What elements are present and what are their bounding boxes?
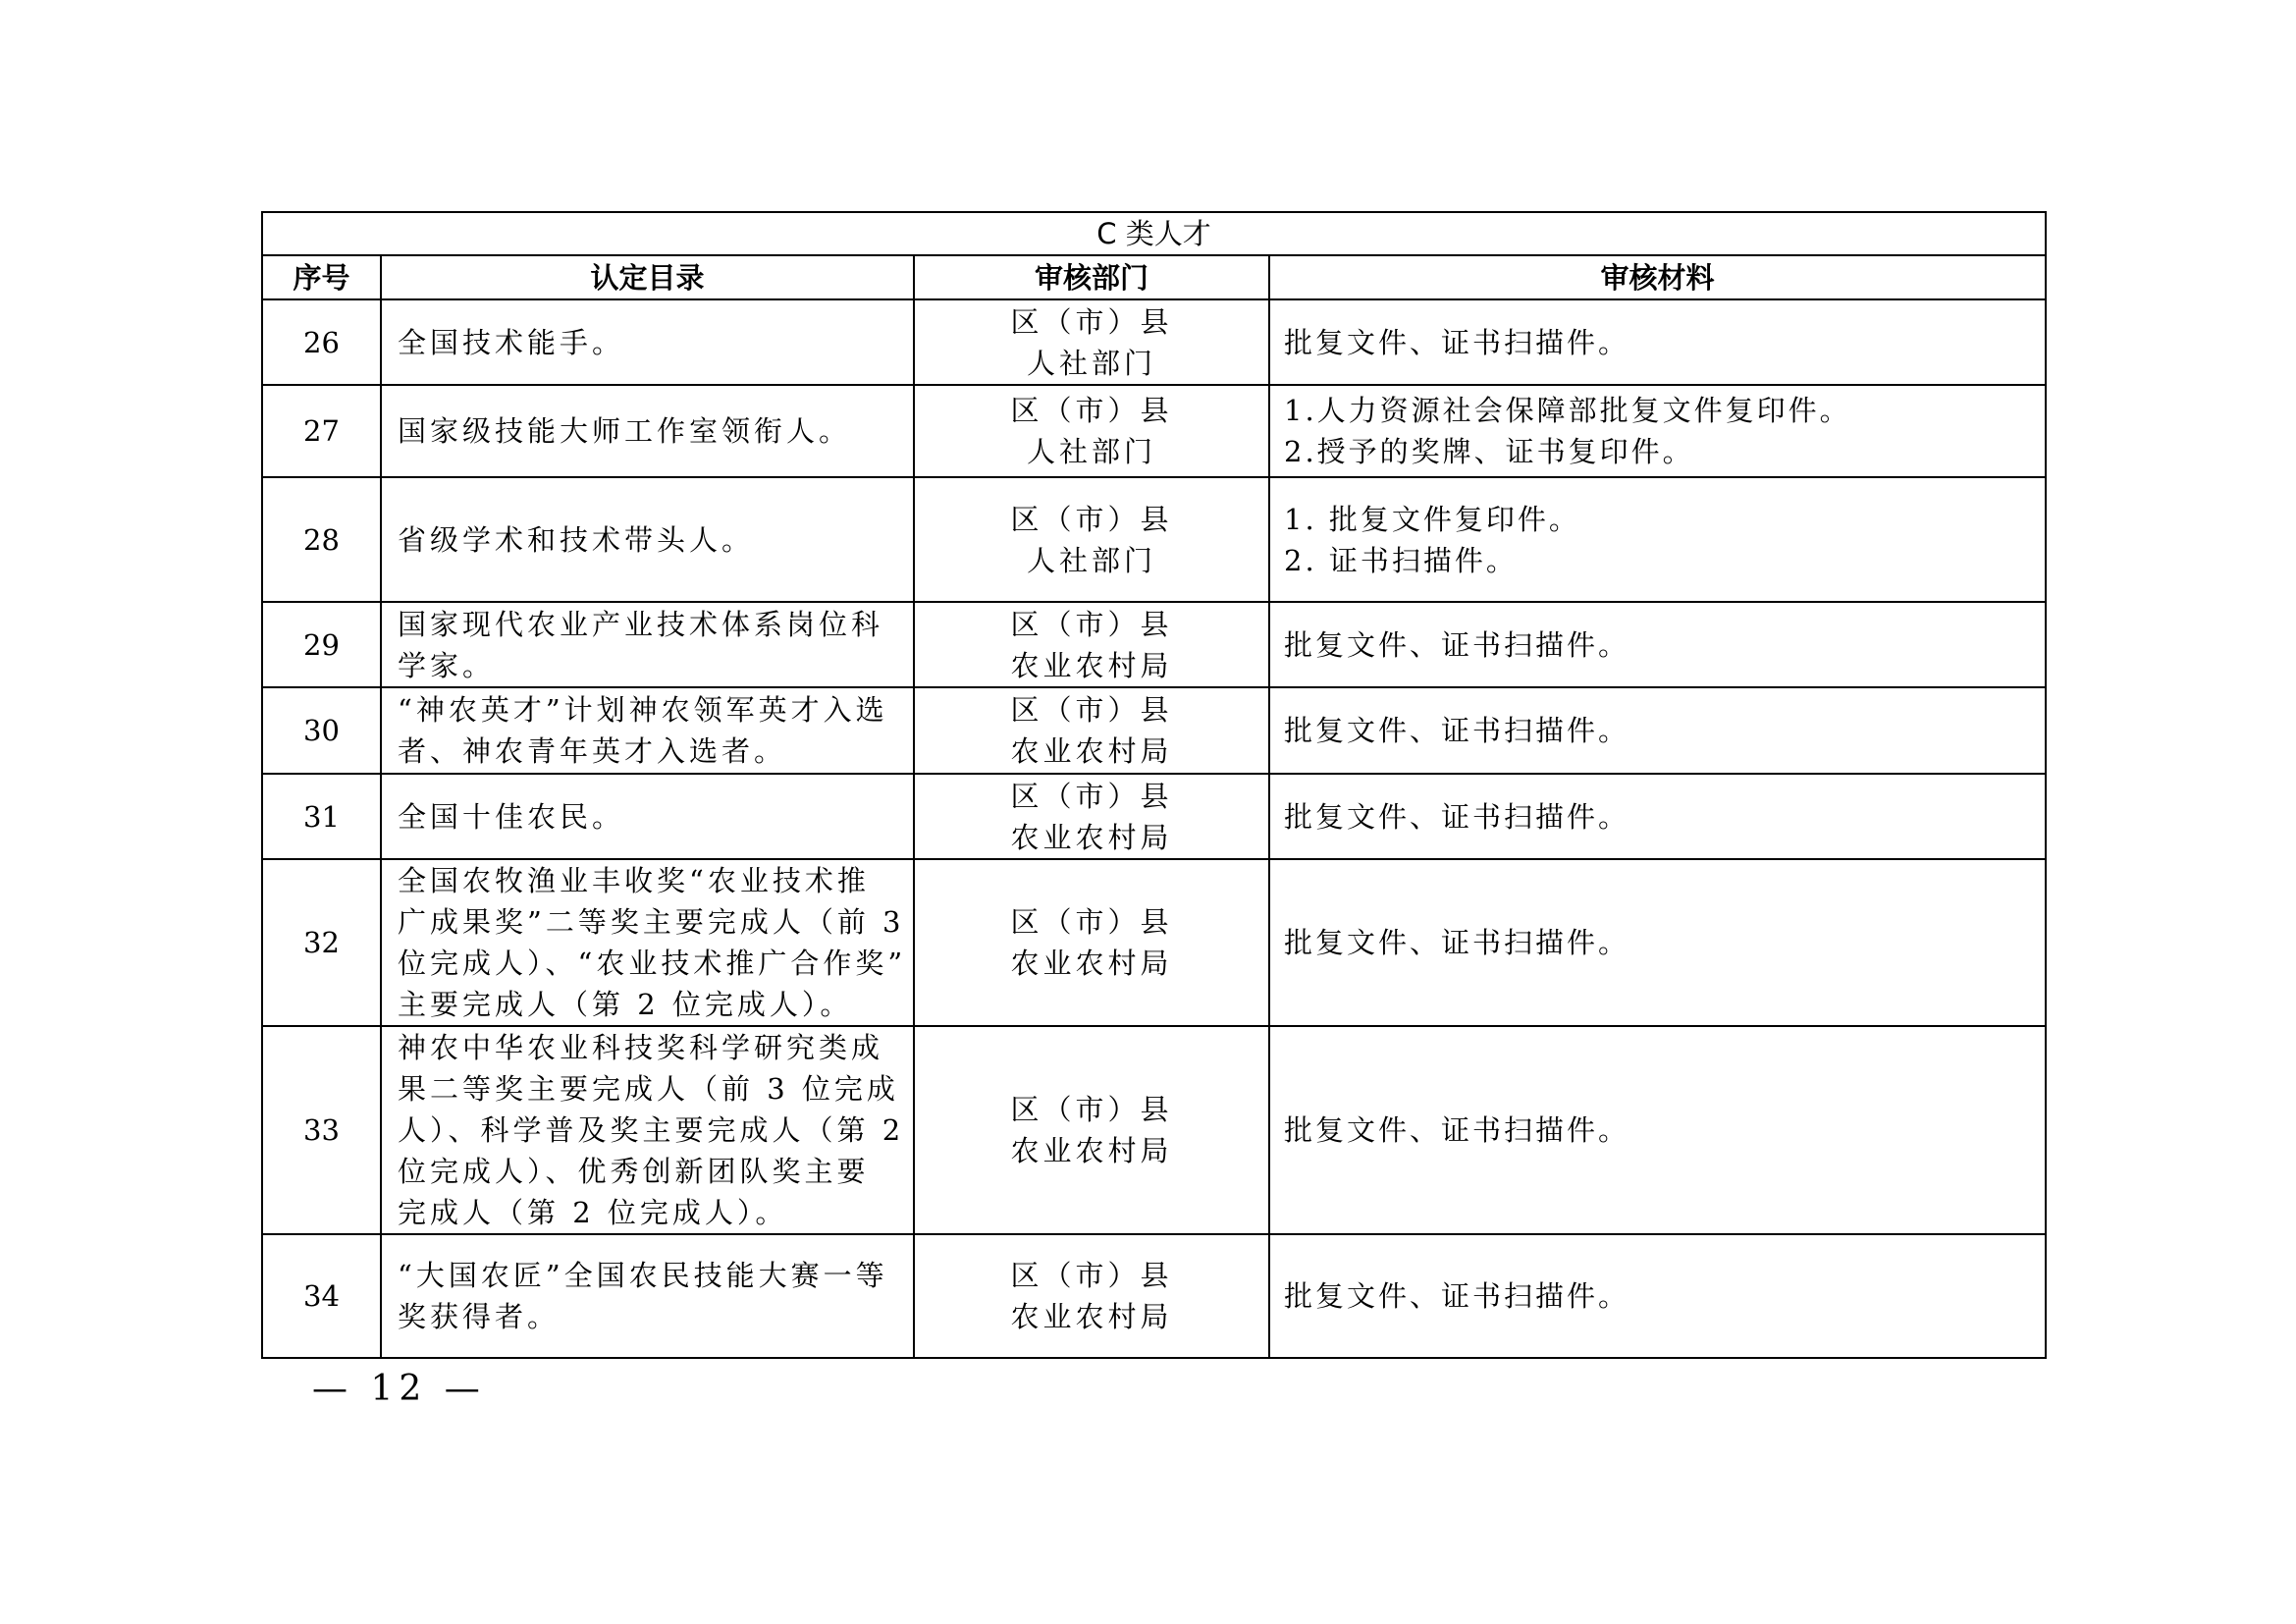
catalog-line: 人）、科学普及奖主要完成人（第 2 — [398, 1113, 905, 1147]
catalog-line: 全国农牧渔业丰收奖“农业技术推 — [398, 864, 870, 897]
catalog-cell — [381, 385, 914, 477]
materials-line: 2. 证书扫描件。 — [1284, 543, 1518, 577]
serial-number-cell: 29 — [262, 602, 381, 687]
catalog-line: 省级学术和技术带头人。 — [398, 522, 755, 557]
materials-cell — [1269, 602, 2046, 687]
department-line: 人社部门 — [1026, 346, 1156, 380]
catalog-line: 广成果奖”二等奖主要完成人（前 3 — [398, 905, 905, 939]
department-line: 区（市）县 — [1010, 394, 1173, 427]
catalog-cell — [381, 1026, 914, 1234]
materials-line: 批复文件、证书扫描件。 — [1284, 714, 1630, 747]
catalog-cell — [381, 859, 914, 1026]
table-title-row — [262, 212, 2046, 255]
table-body — [262, 299, 2046, 1358]
department-line: 人社部门 — [1026, 543, 1156, 577]
serial-number-cell: 27 — [262, 385, 381, 477]
catalog-cell — [381, 1234, 914, 1358]
catalog-line: “神农英才”计划神农领军英才入选 — [398, 693, 888, 727]
department-cell — [914, 1026, 1269, 1234]
table-row — [262, 602, 2046, 687]
department-line: 区（市）县 — [1010, 502, 1173, 536]
serial-number-cell: 28 — [262, 477, 381, 602]
serial-number-cell: 26 — [262, 299, 381, 385]
catalog-line: 位完成人）、优秀创新团队奖主要 — [398, 1155, 870, 1188]
catalog-line: 学家。 — [398, 648, 496, 682]
catalog-line: 国家级技能大师工作室领衔人。 — [398, 414, 852, 448]
catalog-line: 完成人（第 2 位完成人）。 — [398, 1196, 788, 1229]
serial-number-cell: 31 — [262, 774, 381, 859]
materials-line: 2.授予的奖牌、证书复印件。 — [1284, 435, 1694, 468]
page-number: — 12 — — [312, 1369, 486, 1409]
catalog-line: 全国十佳农民。 — [398, 799, 625, 834]
table-header-row — [262, 255, 2046, 299]
serial-number-cell: 34 — [262, 1234, 381, 1358]
table-row — [262, 385, 2046, 477]
catalog-line: 国家现代农业产业技术体系岗位科 — [398, 607, 884, 641]
materials-line: 批复文件、证书扫描件。 — [1284, 799, 1630, 834]
department-line: 农业农村局 — [1010, 947, 1173, 980]
materials-cell — [1269, 859, 2046, 1026]
department-cell — [914, 1234, 1269, 1358]
materials-line: 批复文件、证书扫描件。 — [1284, 325, 1630, 359]
materials-cell — [1269, 774, 2046, 859]
materials-line: 1. 批复文件复印件。 — [1284, 502, 1580, 536]
serial-number-cell: 32 — [262, 859, 381, 1026]
department-line: 区（市）县 — [1010, 779, 1173, 813]
materials-line: 批复文件、证书扫描件。 — [1284, 1113, 1630, 1147]
table-row — [262, 687, 2046, 774]
serial-number-cell: 33 — [262, 1026, 381, 1234]
department-line: 农业农村局 — [1010, 1300, 1173, 1333]
materials-cell — [1269, 299, 2046, 385]
catalog-line: 者、神农青年英才入选者。 — [398, 734, 787, 768]
materials-line: 批复文件、证书扫描件。 — [1284, 1279, 1630, 1313]
department-line: 区（市）县 — [1010, 1259, 1173, 1292]
materials-cell — [1269, 1026, 2046, 1234]
header-serial-number: 序号 — [262, 255, 381, 299]
materials-cell — [1269, 1234, 2046, 1358]
catalog-line: 位完成人）、“农业技术推广合作奖” — [398, 947, 907, 980]
department-cell — [914, 299, 1269, 385]
table-row — [262, 859, 2046, 1026]
department-cell — [914, 774, 1269, 859]
materials-line: 1.人力资源社会保障部批复文件复印件。 — [1284, 394, 1851, 427]
catalog-cell — [381, 299, 914, 385]
catalog-line: “大国农匠”全国农民技能大赛一等 — [398, 1259, 888, 1292]
table-row — [262, 1026, 2046, 1234]
header-catalog: 认定目录 — [381, 255, 914, 299]
department-cell — [914, 477, 1269, 602]
department-line: 农业农村局 — [1010, 648, 1173, 682]
department-cell — [914, 859, 1269, 1026]
catalog-cell — [381, 477, 914, 602]
table-row — [262, 477, 2046, 602]
table-title: C 类人才 — [262, 212, 2046, 255]
department-cell — [914, 602, 1269, 687]
table-row — [262, 774, 2046, 859]
table-row — [262, 1234, 2046, 1358]
catalog-cell — [381, 687, 914, 774]
department-line: 农业农村局 — [1010, 820, 1173, 854]
department-cell — [914, 385, 1269, 477]
materials-line: 批复文件、证书扫描件。 — [1284, 627, 1630, 662]
table-row — [262, 299, 2046, 385]
catalog-line: 奖获得者。 — [398, 1300, 561, 1333]
serial-number-cell: 30 — [262, 687, 381, 774]
department-line: 区（市）县 — [1010, 905, 1173, 939]
catalog-line: 果二等奖主要完成人（前 3 位完成 — [398, 1072, 899, 1106]
header-review-department: 审核部门 — [914, 255, 1269, 299]
department-line: 区（市）县 — [1010, 1093, 1173, 1126]
department-line: 区（市）县 — [1010, 304, 1173, 339]
department-line: 区（市）县 — [1010, 693, 1173, 727]
catalog-line: 神农中华农业科技奖科学研究类成 — [398, 1031, 884, 1064]
header-review-materials: 审核材料 — [1269, 255, 2046, 299]
materials-cell — [1269, 385, 2046, 477]
catalog-line: 全国技术能手。 — [398, 325, 625, 359]
catalog-line: 主要完成人（第 2 位完成人）。 — [398, 988, 853, 1021]
department-line: 农业农村局 — [1010, 1134, 1173, 1167]
talent-table — [261, 211, 2047, 1359]
catalog-cell — [381, 602, 914, 687]
department-cell — [914, 687, 1269, 774]
materials-line: 批复文件、证书扫描件。 — [1284, 926, 1630, 959]
materials-cell — [1269, 687, 2046, 774]
materials-cell — [1269, 477, 2046, 602]
department-line: 人社部门 — [1026, 435, 1156, 468]
department-line: 区（市）县 — [1010, 607, 1173, 641]
department-line: 农业农村局 — [1010, 734, 1173, 768]
catalog-cell — [381, 774, 914, 859]
